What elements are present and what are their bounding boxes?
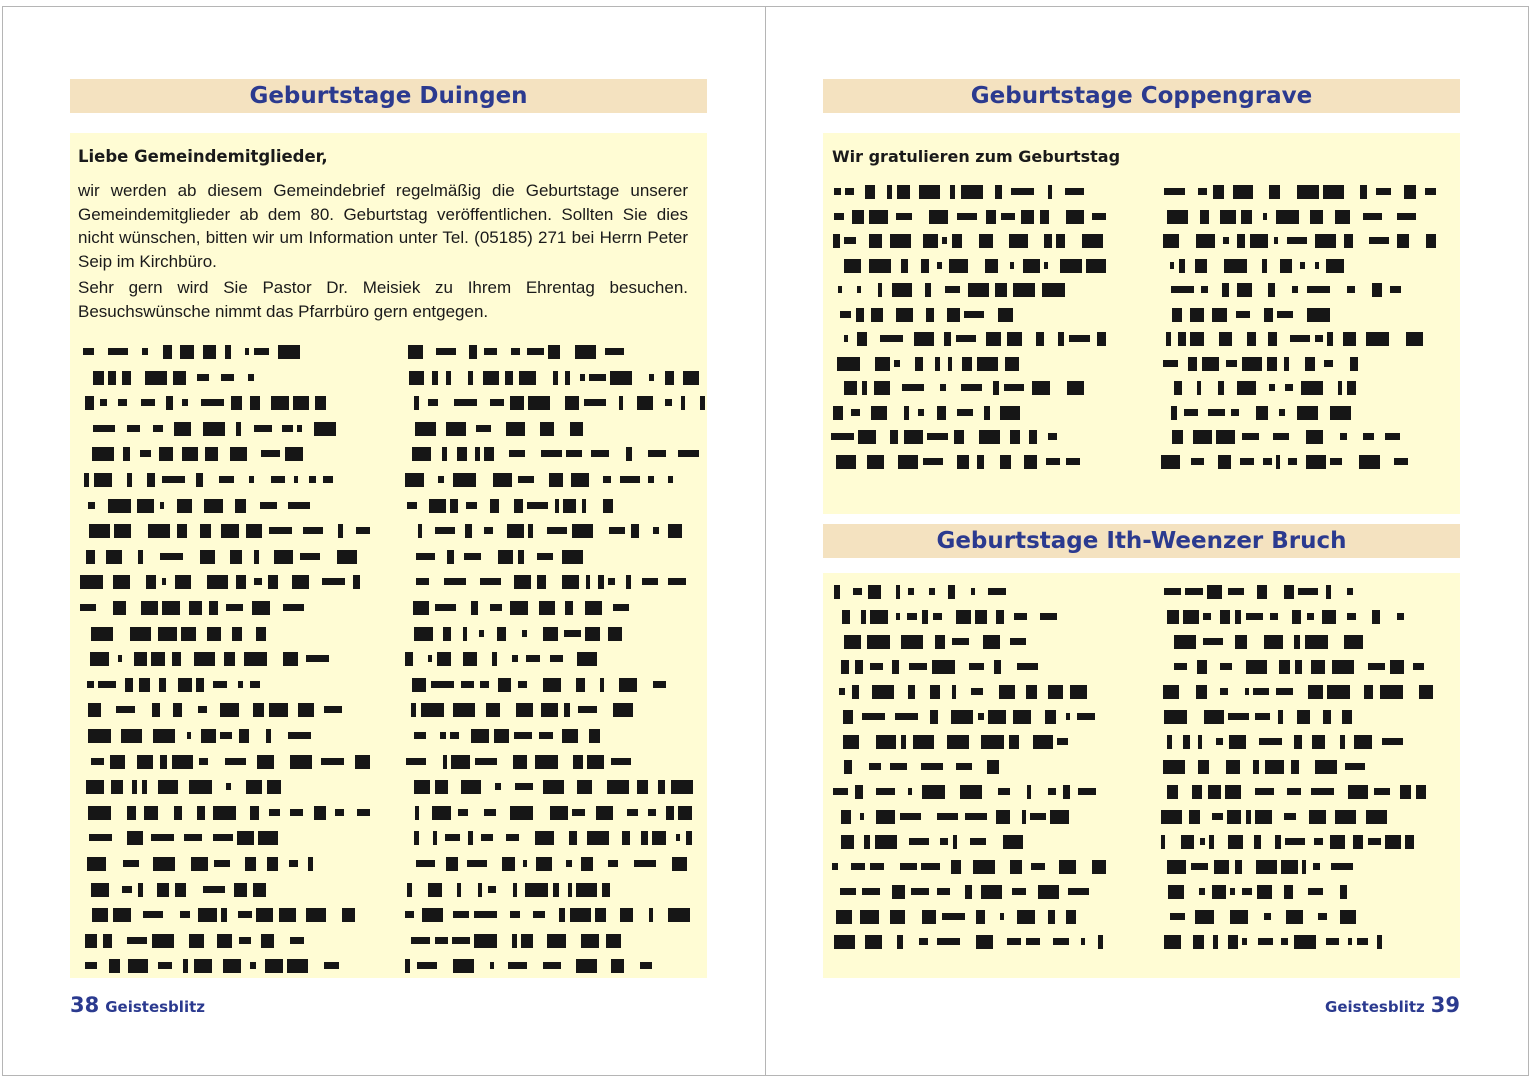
redacted-line [831,381,1106,395]
redacted-line [80,883,370,897]
redacted-line [831,308,1106,322]
redacted-line [80,422,370,436]
redacted-line [1161,406,1436,420]
coppengrave-header [823,79,1460,113]
duingen-panel [70,133,707,978]
redacted-line [405,524,705,538]
redacted-line [831,210,1106,224]
redacted-line [1161,308,1436,322]
redacted-line [1161,760,1436,774]
redacted-line [405,575,705,589]
redacted-line [1161,610,1436,624]
redacted-line [405,806,705,820]
redacted-line [80,780,370,794]
redacted-line [80,345,370,359]
redacted-line [831,234,1106,248]
redacted-line [831,259,1106,273]
left-footer [70,993,205,1017]
redacted-line [405,703,705,717]
redacted-line [831,760,1106,774]
redacted-line [80,371,370,385]
redacted-line [1161,210,1436,224]
redacted-line [80,729,370,743]
coppengrave-header-title: Geburtstage Coppengrave [970,83,1313,109]
redacted-line [1161,357,1436,371]
redacted-line [831,785,1106,799]
redacted-line [1161,660,1436,674]
duingen-birthday-list-left [80,345,370,978]
redacted-line [405,396,705,410]
redacted-line [1161,283,1436,297]
redacted-line [831,860,1106,874]
intro-heading: Liebe Gemeindemitglieder, [78,147,328,166]
coppengrave-heading: Wir gratulieren zum Geburtstag [832,147,1121,166]
redacted-line [1161,259,1436,273]
redacted-line [831,685,1106,699]
redacted-line [80,499,370,513]
redacted-line [405,652,705,666]
redacted-line [831,430,1106,444]
redacted-line [1161,332,1436,346]
redacted-line [80,959,370,973]
redacted-line [80,601,370,615]
redacted-line [1161,710,1436,724]
redacted-line [405,831,705,845]
redacted-line [831,710,1106,724]
redacted-line [831,810,1106,824]
redacted-line [405,473,705,487]
redacted-line [405,908,705,922]
redacted-line [831,660,1106,674]
redacted-line [831,585,1106,599]
redacted-line [80,908,370,922]
redacted-line [831,610,1106,624]
redacted-line [405,729,705,743]
redacted-line [1161,234,1436,248]
ith-weenzer-bruch-header-title: Geburtstage Ith-Weenzer Bruch [936,528,1347,554]
redacted-line [1161,860,1436,874]
redacted-line [831,332,1106,346]
redacted-line [405,601,705,615]
coppengrave-list-right [1161,185,1436,505]
redacted-line [405,627,705,641]
redacted-line [80,703,370,717]
coppengrave-panel [823,133,1460,514]
redacted-line [405,371,705,385]
redacted-line [405,934,705,948]
redacted-line [831,935,1106,949]
redacted-line [80,627,370,641]
intro-paragraph-2: Sehr gern wird Sie Pastor Dr. Meisiek zu Ihrem Ehrentag besuchen. Besuchswünsche nimmt das Pfarrbüro gern entgegen. [78,278,688,321]
duingen-birthday-list-right [405,345,705,978]
redacted-line [831,455,1106,469]
redacted-line [1161,735,1436,749]
redacted-line [405,422,705,436]
redacted-line [831,185,1106,199]
redacted-line [80,550,370,564]
ith-weenzer-list-right [1161,585,1436,975]
redacted-line [80,806,370,820]
ith-weenzer-bruch-panel [823,573,1460,978]
redacted-line [1161,585,1436,599]
redacted-line [831,910,1106,924]
redacted-line [1161,935,1436,949]
redacted-line [1161,185,1436,199]
redacted-line [831,357,1106,371]
intro-paragraph-1: wir werden ab diesem Gemeindebrief regelmäßig die Geburtstage unserer Gemeindemitglieder ab dem 80. Geburtstag veröffentlichen. Sollten Sie dies nicht wünschen, bitten wir um Information unter Tel. (05185) 271 bei Herrn Peter Seip im Kirchbüro. [78,181,688,271]
redacted-line [405,678,705,692]
redacted-line [831,406,1106,420]
redacted-line [1161,381,1436,395]
right-footer [1325,993,1460,1017]
redacted-line [405,755,705,769]
redacted-line [1161,635,1436,649]
redacted-line [80,652,370,666]
redacted-line [1161,685,1436,699]
redacted-line [831,283,1106,297]
redacted-line [80,524,370,538]
page-number-right: 39 [1430,993,1460,1017]
redacted-line [80,755,370,769]
redacted-line [1161,810,1436,824]
duingen-header [70,79,707,113]
redacted-line [831,635,1106,649]
redacted-line [1161,455,1436,469]
ith-weenzer-list-left [831,585,1106,975]
redacted-line [80,857,370,871]
redacted-line [831,835,1106,849]
redacted-line [80,678,370,692]
magazine-name-right: Geistesblitz [1325,998,1425,1016]
redacted-line [405,345,705,359]
ith-weenzer-bruch-header [823,524,1460,558]
redacted-line [405,883,705,897]
redacted-line [80,575,370,589]
redacted-line [405,550,705,564]
page-number-left: 38 [70,993,100,1017]
redacted-line [405,499,705,513]
redacted-line [80,396,370,410]
redacted-line [1161,885,1436,899]
coppengrave-list-left [831,185,1106,505]
redacted-line [1161,835,1436,849]
magazine-name-left: Geistesblitz [105,998,205,1016]
duingen-header-title: Geburtstage Duingen [249,83,528,109]
redacted-line [405,447,705,461]
redacted-line [80,473,370,487]
redacted-line [405,959,705,973]
redacted-line [405,780,705,794]
redacted-line [405,857,705,871]
redacted-line [80,447,370,461]
redacted-line [80,831,370,845]
redacted-line [831,885,1106,899]
redacted-line [831,735,1106,749]
redacted-line [80,934,370,948]
redacted-line [1161,430,1436,444]
redacted-line [1161,910,1436,924]
redacted-line [1161,785,1436,799]
